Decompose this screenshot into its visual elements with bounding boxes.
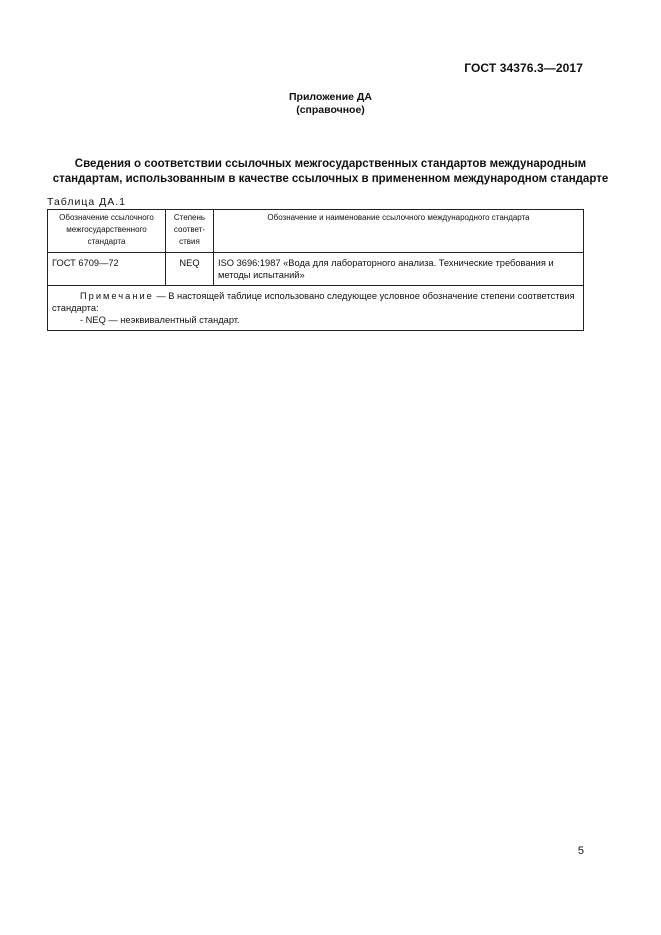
note-label: Примечание bbox=[80, 291, 154, 301]
table-row bbox=[48, 253, 584, 286]
column-header-international: Обозначение и наименование ссылочного международного стандарта bbox=[214, 210, 584, 253]
annex-title: Приложение ДА bbox=[289, 91, 372, 103]
note-text-line bbox=[52, 290, 579, 314]
note-item: - NEQ — неэквивалентный стандарт. bbox=[80, 315, 240, 325]
table-header-row bbox=[48, 210, 584, 253]
column-header-standard: Обозначение ссылочного межгосударственного стандарта bbox=[48, 210, 166, 253]
cell-degree: NEQ bbox=[166, 253, 214, 286]
table-note bbox=[48, 286, 584, 331]
cell-standard: ГОСТ 6709—72 bbox=[48, 253, 166, 286]
table-caption: Таблица ДА.1 bbox=[47, 196, 126, 208]
section-heading bbox=[50, 157, 611, 187]
note-text: — В настоящей таблице использовано следующее условное обозначение степени соответствия стандарта: bbox=[52, 291, 575, 313]
correspondence-table bbox=[47, 209, 584, 331]
heading-line-1: Сведения о соответствии ссылочных межгосударственных стандартов международным bbox=[74, 158, 587, 170]
heading-line-2: стандартам, использованным в качестве ссылочных в примененном международном стандарте bbox=[52, 173, 609, 185]
document-code: ГОСТ 34376.3—2017 bbox=[464, 61, 583, 75]
annex-subtitle: (справочное) bbox=[296, 104, 365, 116]
cell-international: ISO 3696:1987 «Вода для лабораторного анализа. Технические требования и методы испытаний» bbox=[214, 253, 584, 286]
annex-header bbox=[0, 91, 661, 117]
table-note-row bbox=[48, 286, 584, 331]
column-header-degree: Степень соответствия bbox=[166, 210, 214, 253]
page-number: 5 bbox=[577, 845, 584, 857]
